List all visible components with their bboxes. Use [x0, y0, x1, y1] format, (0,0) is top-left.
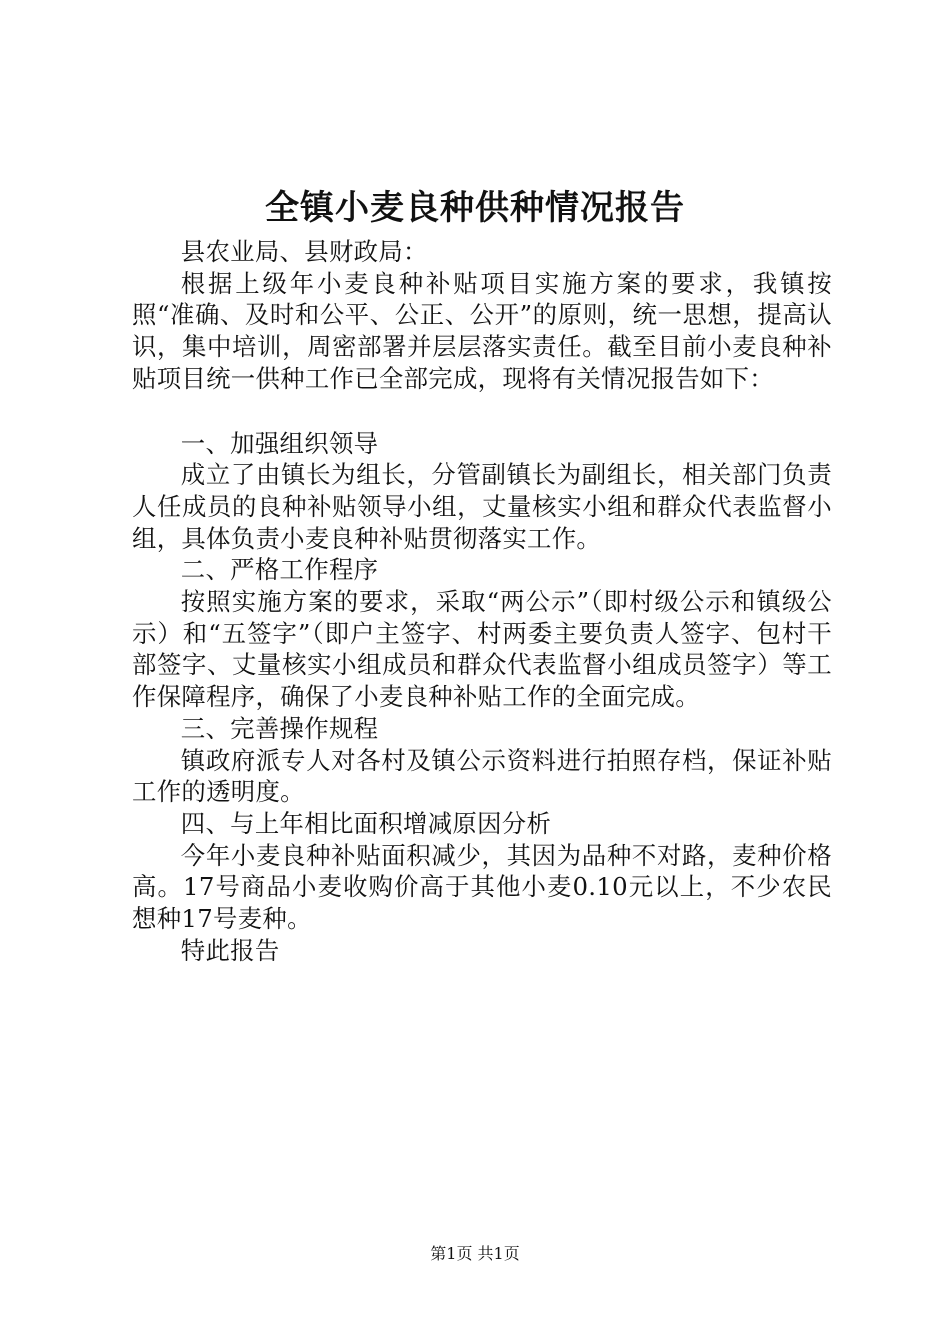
- document-title: 全镇小麦良种供种情况报告: [265, 188, 685, 228]
- page-footer: 第1页 共1页: [430, 1244, 520, 1263]
- section-heading-3: 三、完善操作规程: [180, 713, 379, 743]
- section-heading-1: 一、加强组织领导: [180, 428, 379, 458]
- section-text-1: 成立了由镇长为组长，分管副镇长为副组长，相关部门负责人任成员的良种补贴领导小组，丈量核实小组和群众代表监督小组，具体负责小麦良种补贴贯彻落实工作。: [132, 460, 832, 553]
- section-text-4: 今年小麦良种补贴面积减少，其因为品种不对路，麦种价格高。17号商品小麦收购价高于其他小麦0.10元以上，不少农民想种17号麦种。: [132, 840, 832, 934]
- section-text-3: 镇政府派专人对各村及镇公示资料进行拍照存档，保证补贴工作的透明度。: [132, 745, 832, 807]
- section-heading-2: 二、严格工作程序: [180, 555, 379, 585]
- salutation: 县农业局、县财政局：: [180, 237, 428, 266]
- paragraph-gap: [132, 395, 832, 428]
- section-text-2: 按照实施方案的要求，采取“两公示”（即村级公示和镇级公示）和“五签字”（即户主签字、村两委主要负责人签字、包村干部签字、丈量核实小组成员和群众代表监督小组成员签字）等工作保障程序，确保了小麦良种补贴工作的全面完成。: [132, 587, 832, 712]
- closing-line: 特此报告: [180, 935, 280, 965]
- intro-paragraph: 根据上级年小麦良种补贴项目实施方案的要求，我镇按照“准确、及时和公平、公正、公开”的原则，统一思想，提高认识，集中培训，周密部署并层层落实责任。截至目前小麦良种补贴项目统一供种工作已全部完成，现将有关情况报告如下：: [132, 268, 832, 393]
- document-body: [132, 236, 832, 966]
- section-heading-4: 四、与上年相比面积增减原因分析: [180, 808, 552, 838]
